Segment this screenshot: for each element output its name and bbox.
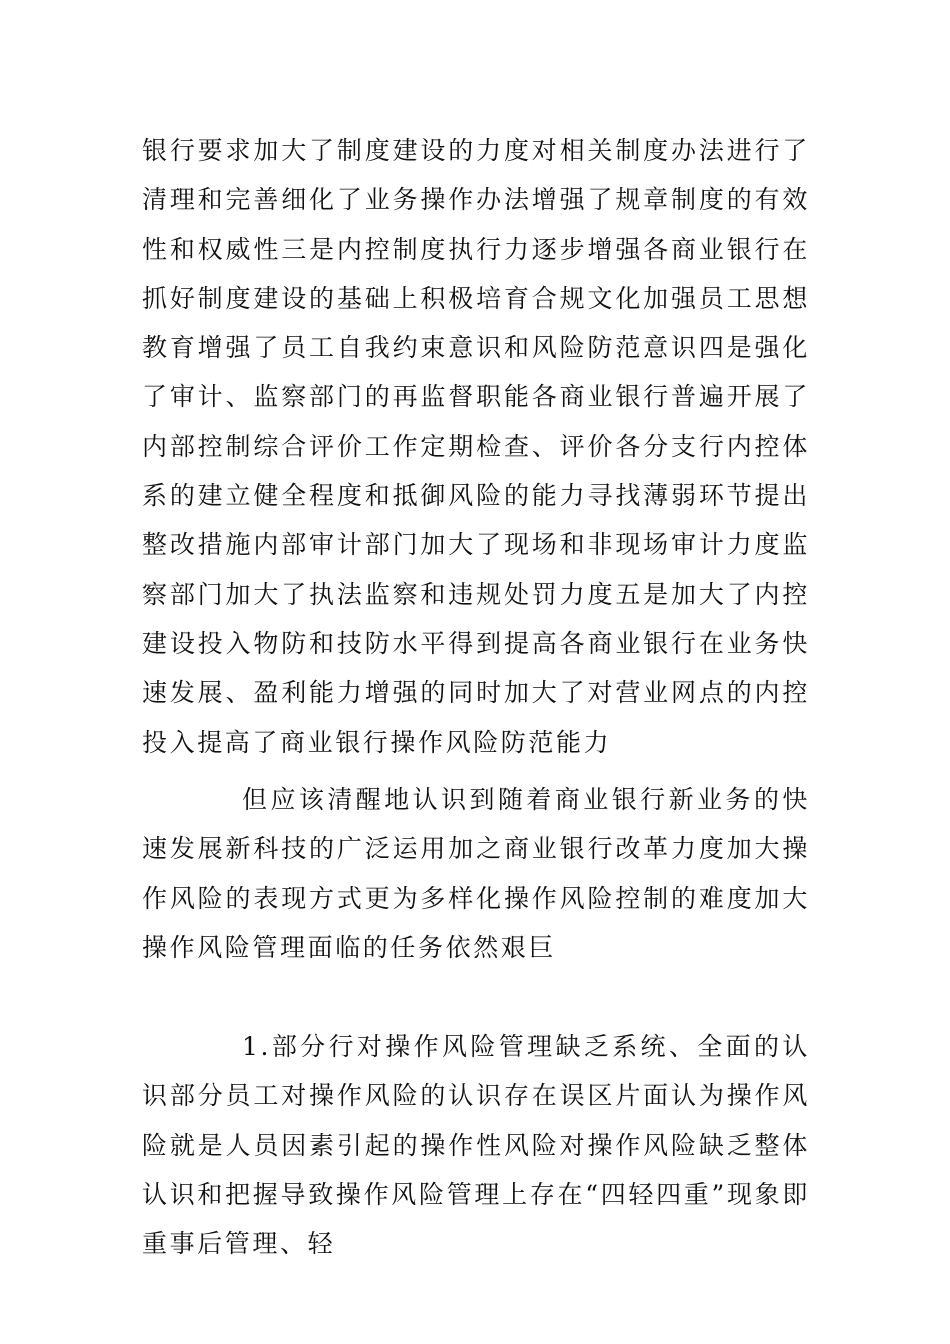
paragraph-continued: 银行要求加大了制度建设的力度对相关制度办法进行了清理和完善细化了业务操作办法增强了规章制度的有效性和权威性三是内控制度执行力逐步增强各商业银行在抓好制度建设的基础上积极培育合规文化加强员工思想教育增强了员工自我约束意识和风险防范意识四是强化了审计、监察部门的再监督职能各商业银行普遍开展了内部控制综合评价工作定期检查、评价各分支行内控体系的建立健全程度和抵御风险的能力寻找薄弱环节提出整改措施内部审计部门加大了现场和非现场审计力度监察部门加大了执法监察和违规处罚力度五是加大了内控建设投入物防和技防水平得到提高各商业银行在业务快速发展、盈利能力增强的同时加大了对营业网点的内控投入提高了商业银行操作风险防范能力 (142, 136, 810, 757)
paragraph-risk-awareness: 但应该清醒地认识到随着商业银行新业务的快速发展新科技的广泛运用加之商业银行改革力度加大操作风险的表现方式更为多样化操作风险控制的难度加大操作风险管理面临的任务依然艰巨 (142, 785, 810, 962)
paragraph-point-1: 1.部分行对操作风险管理缺乏系统、全面的认识部分员工对操作风险的认识存在误区片面认为操作风险就是人员因素引起的操作性风险对操作风险缺乏整体认识和把握导致操作风险管理上存在“四轻四重”现象即重事后管理、轻 (142, 1032, 810, 1259)
